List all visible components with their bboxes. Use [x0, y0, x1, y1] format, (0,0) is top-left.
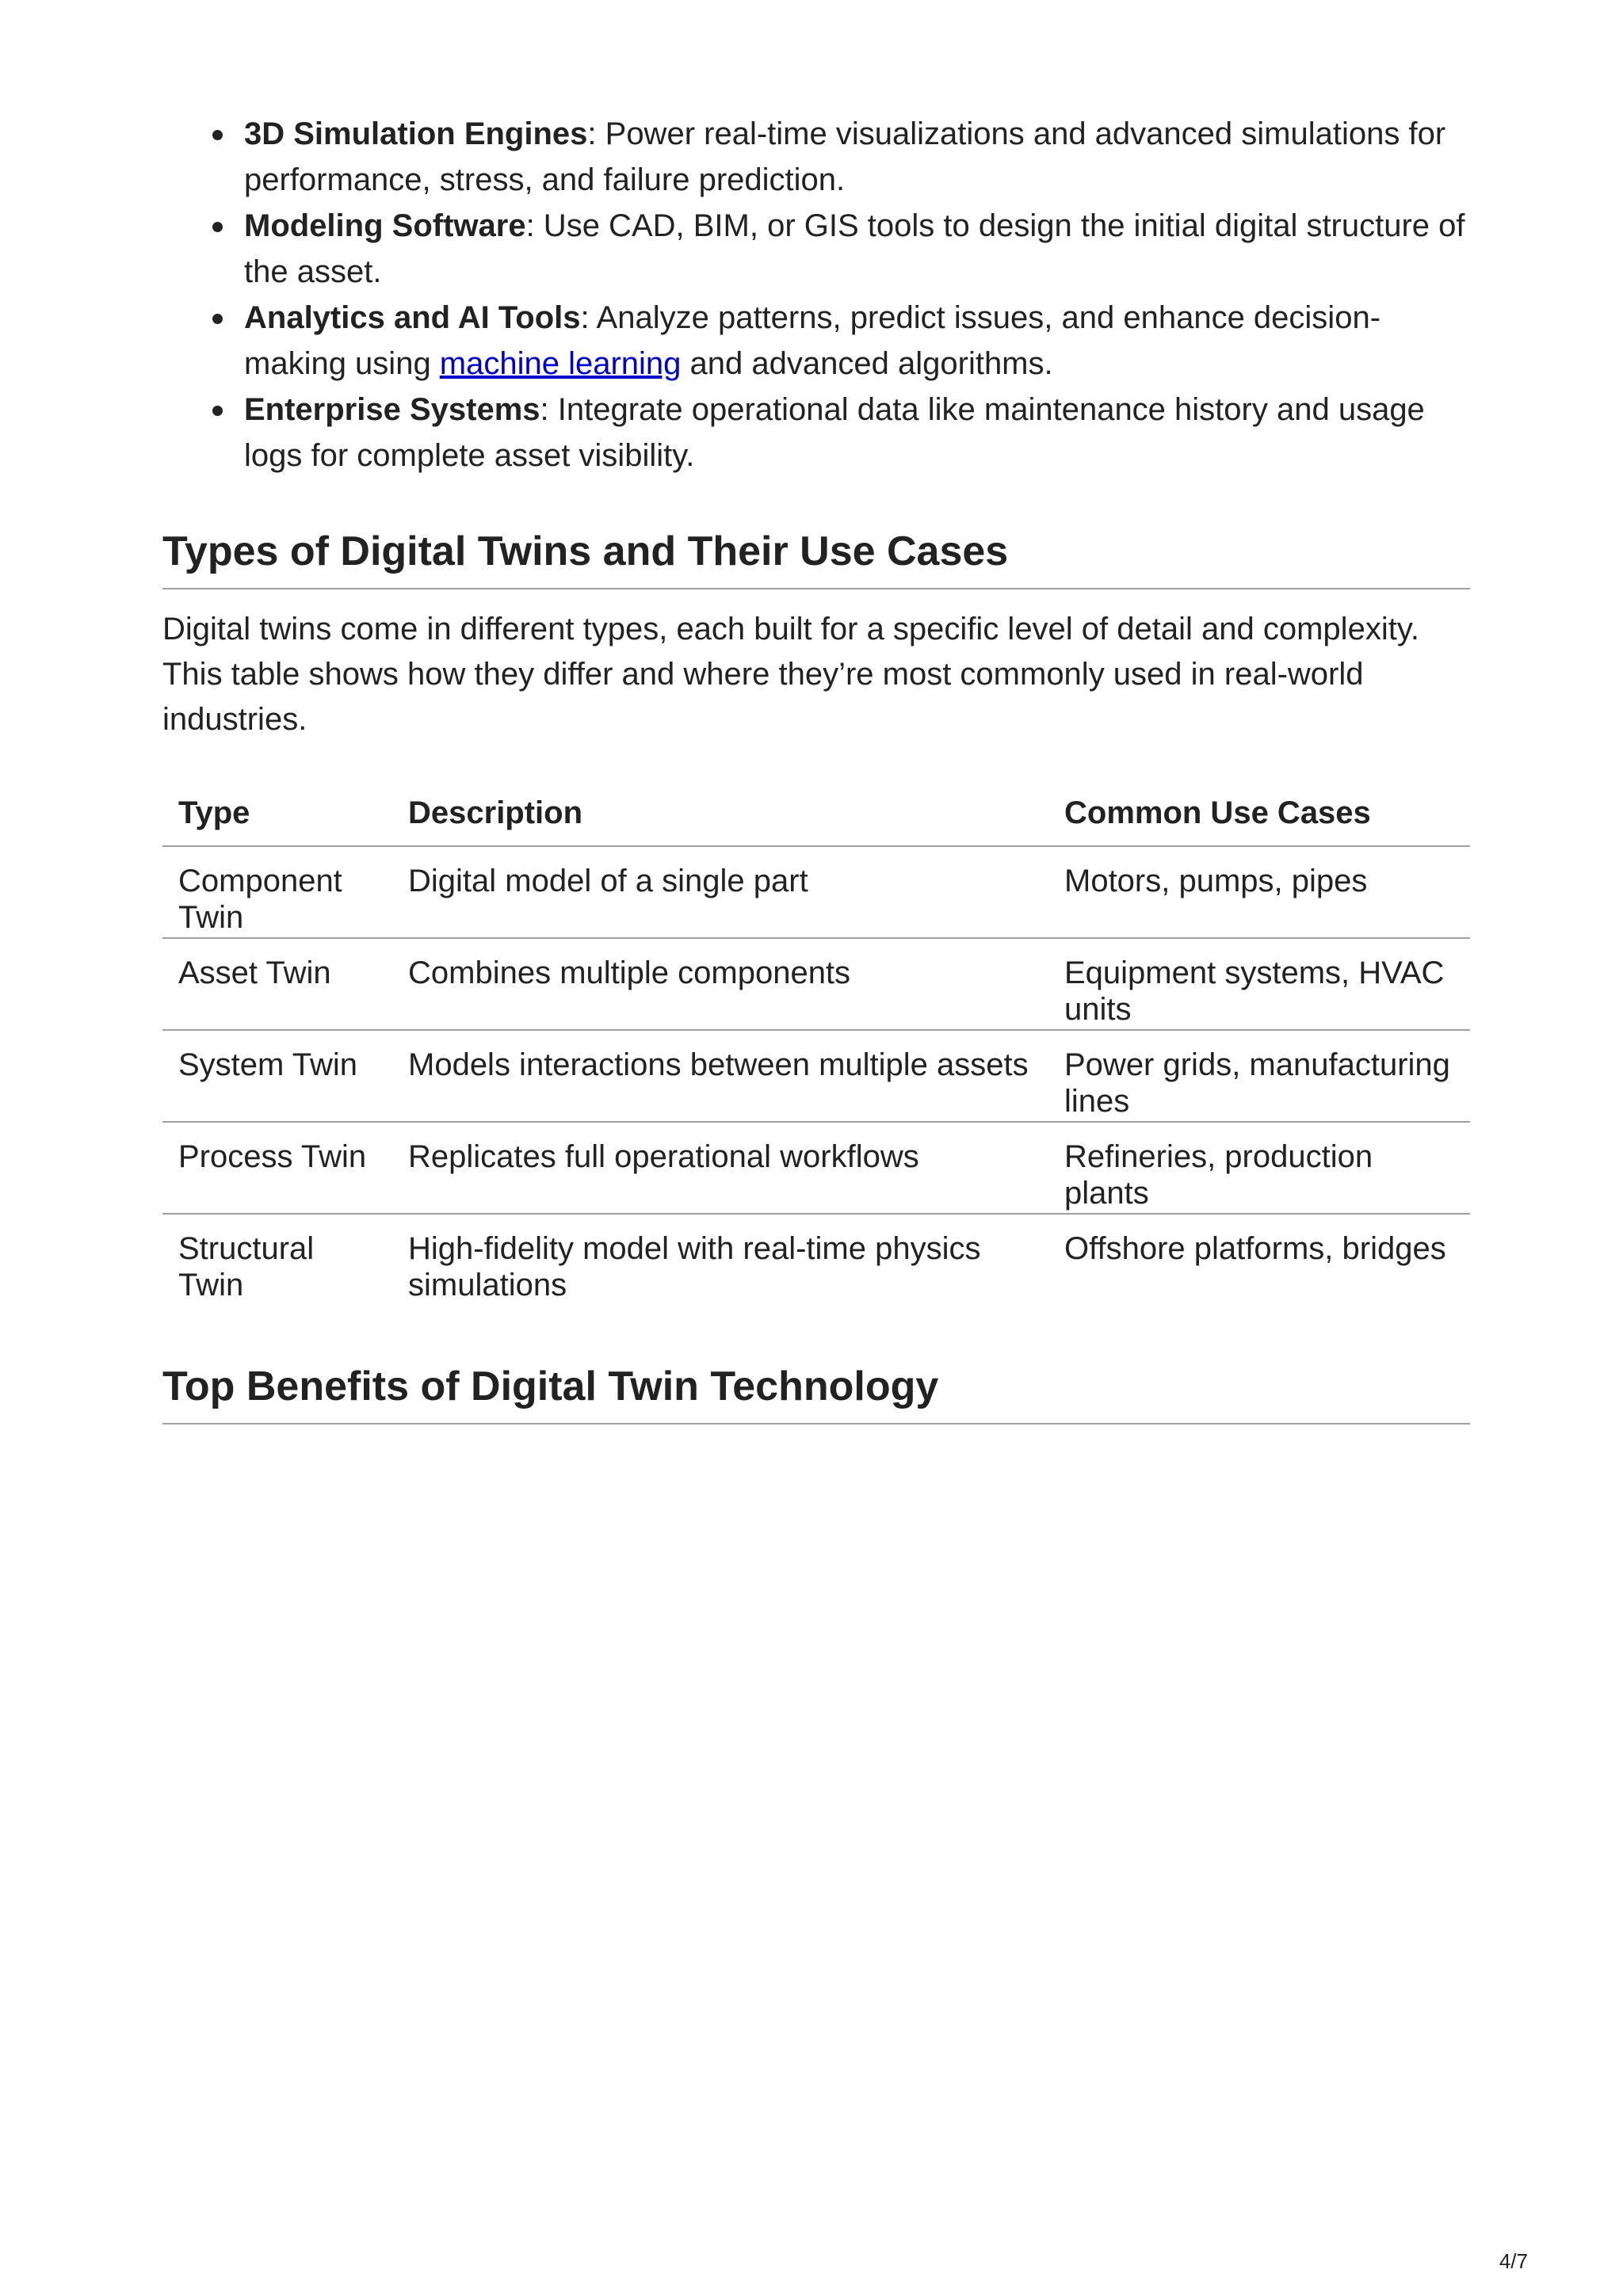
cell-description: Digital model of a single part	[392, 846, 1048, 938]
list-item	[244, 295, 1470, 387]
list-item-term: Enterprise Systems	[244, 392, 540, 427]
cell-description: Models interactions between multiple assets	[392, 1030, 1048, 1122]
cell-description: Replicates full operational workflows	[392, 1122, 1048, 1214]
digital-twin-types-table	[162, 787, 1470, 1306]
cell-type: Component Twin	[162, 846, 392, 938]
page-number: 4/7	[1499, 2249, 1528, 2273]
table-row	[162, 1214, 1470, 1306]
table-row	[162, 1122, 1470, 1214]
list-item	[244, 203, 1470, 295]
list-item	[244, 387, 1470, 479]
table-header-row	[162, 787, 1470, 846]
cell-use-cases: Equipment systems, HVAC units	[1048, 938, 1470, 1030]
list-item	[244, 111, 1470, 203]
cell-use-cases: Power grids, manufacturing lines	[1048, 1030, 1470, 1122]
machine-learning-link[interactable]: machine learning	[439, 346, 682, 381]
types-intro: Digital twins come in different types, each built for a specific level of detail and complexity. This table shows how they differ and where they’re most commonly used in real-world industries.	[162, 612, 1419, 737]
list-item-term: Analytics and AI Tools	[244, 300, 581, 335]
table-row	[162, 846, 1470, 938]
column-header-description: Description	[392, 787, 1048, 846]
list-item-text: : Power real-time visualizations and advanced simulations for performance, stress, and failure prediction.	[244, 116, 1446, 197]
cell-type: Structural Twin	[178, 1231, 315, 1302]
cell-use-cases: Offshore platforms, bridges	[1064, 1231, 1446, 1266]
list-item-term: Modeling Software	[244, 208, 526, 243]
tools-list	[162, 111, 1470, 479]
list-item-text: : Use CAD, BIM, or GIS tools to design the initial digital structure of the asset.	[244, 208, 1465, 289]
cell-type: System Twin	[162, 1030, 392, 1122]
benefits-heading: Top Benefits of Digital Twin Technology	[162, 1363, 1470, 1425]
column-header-use-cases: Common Use Cases	[1048, 787, 1470, 846]
cell-use-cases: Refineries, production plants	[1048, 1122, 1470, 1214]
list-item-text: : Integrate operational data like maintenance history and usage logs for complete asset visibility.	[244, 392, 1425, 473]
list-item-term: 3D Simulation Engines	[244, 116, 588, 151]
cell-description: High-fidelity model with real-time physics simulations	[408, 1231, 981, 1302]
cell-type: Asset Twin	[162, 938, 392, 1030]
cell-use-cases: Motors, pumps, pipes	[1048, 846, 1470, 938]
types-heading: Types of Digital Twins and Their Use Cases	[162, 528, 1470, 589]
table-row	[162, 1030, 1470, 1122]
list-item-text: : Analyze patterns, predict issues, and enhance decision-making using	[244, 300, 1381, 381]
cell-description: Combines multiple components	[392, 938, 1048, 1030]
column-header-type: Type	[162, 787, 392, 846]
list-item-text: and advanced algorithms.	[681, 346, 1053, 381]
cell-type: Process Twin	[162, 1122, 392, 1214]
table-row	[162, 938, 1470, 1030]
article-content	[162, 111, 1470, 1425]
